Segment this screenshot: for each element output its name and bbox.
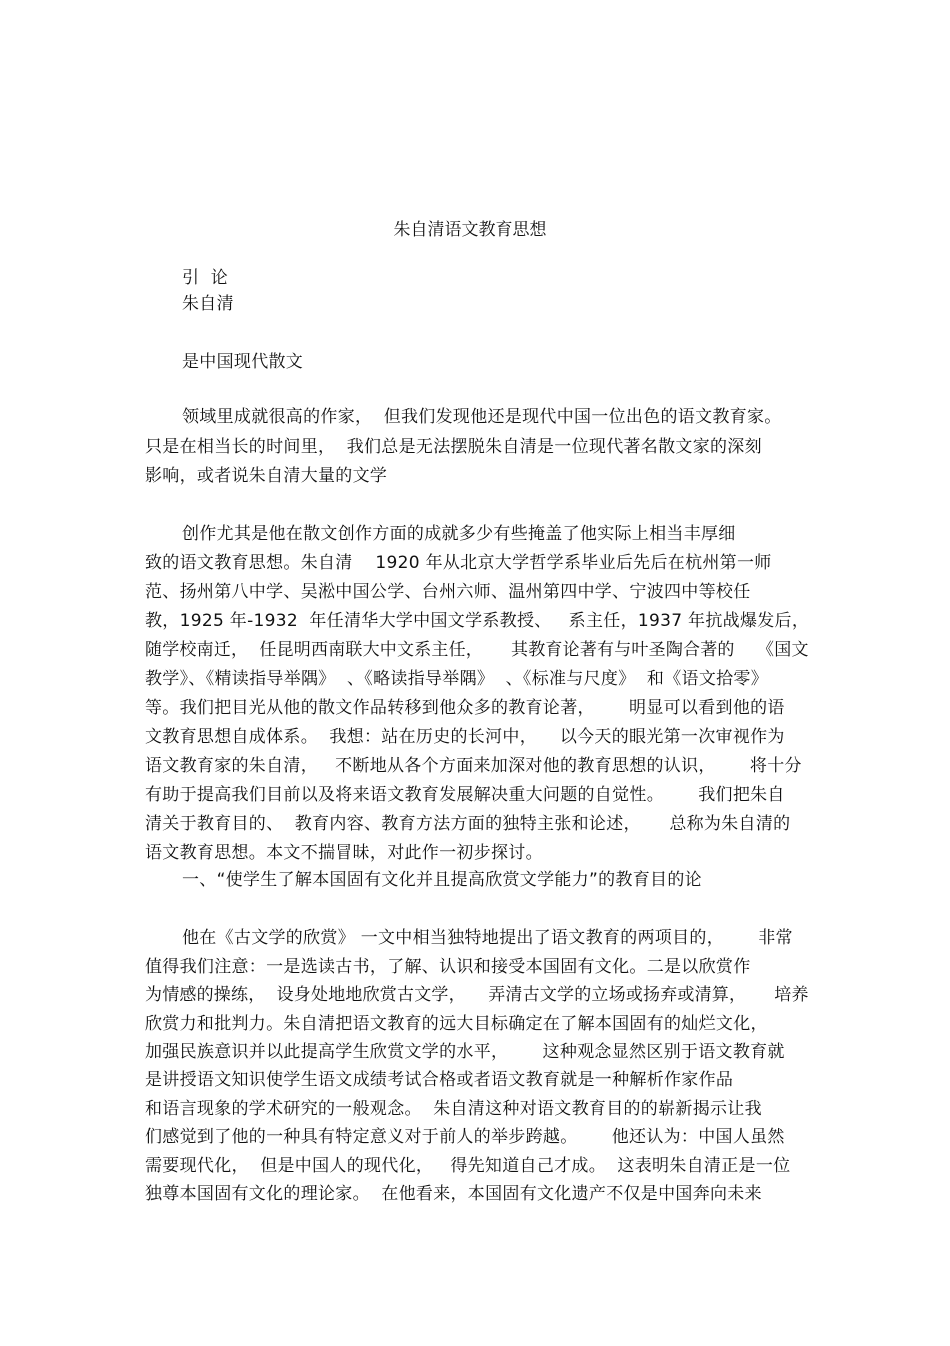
body-line: 清关于教育目的、 教育内容、教育方法方面的独特主张和论述， 总称为朱自清的	[145, 814, 791, 834]
section-heading-intro: 引 论	[182, 268, 229, 288]
body-line: 领域里成就很高的作家， 但我们发现他还是现代中国一位出色的语文教育家。	[182, 407, 782, 427]
section-heading-1: 一、“使学生了解本国固有文化并且提高欣赏文学能力”的教育目的论	[182, 870, 702, 890]
body-line: 影响，或者说朱自清大量的文学	[145, 466, 388, 486]
body-line: 随学校南迁， 任昆明西南联大中文系主任， 其教育论著有与叶圣陶合著的 《国文	[145, 640, 809, 660]
body-line: 欣赏力和批判力。朱自清把语文教育的远大目标确定在了解本国固有的灿烂文化，	[145, 1014, 768, 1034]
body-line: 们感觉到了他的一种具有特定意义对于前人的举步跨越。 他还认为：中国人虽然	[145, 1127, 785, 1147]
body-line: 只是在相当长的时间里， 我们总是无法摆脱朱自清是一位现代著名散文家的深刻	[145, 437, 762, 457]
body-line: 需要现代化， 但是中国人的现代化， 得先知道自己才成。 这表明朱自清正是一位	[145, 1156, 791, 1176]
body-line: 有助于提高我们目前以及将来语文教育发展解决重大问题的自觉性。 我们把朱自	[145, 785, 785, 805]
body-line: 教，1925 年-1932 年任清华大学中国文学系教授、 系主任，1937 年抗战爆发后，	[145, 611, 810, 631]
body-line: 加强民族意识并以此提高学生欣赏文学的水平， 这种观念显然区别于语文教育就	[145, 1042, 785, 1062]
body-line: 等。我们把目光从他的散文作品转移到他众多的教育论著， 明显可以看到他的语	[145, 698, 785, 718]
body-line: 他在《古文学的欣赏》 一文中相当独特地提出了语文教育的两项目的， 非常	[182, 928, 793, 948]
body-line: 范、扬州第八中学、吴淞中国公学、台州六师、温州第四中学、宁波四中等校任	[145, 582, 751, 602]
body-line: 独尊本国固有文化的理论家。 在他看来，本国固有文化遗产不仅是中国奔向未来	[145, 1184, 762, 1204]
body-line: 和语言现象的学术研究的一般观念。 朱自清这种对语文教育目的的崭新揭示让我	[145, 1099, 762, 1119]
body-line: 教学》、《精读指导举隅》 、《略读指导举隅》 、《标准与尺度》 和《语文拾零》	[145, 669, 769, 689]
body-line: 语文教育家的朱自清， 不断地从各个方面来加深对他的教育思想的认识， 将十分	[145, 756, 802, 776]
intro-phrase-line: 是中国现代散文	[182, 352, 304, 372]
body-line: 创作尤其是他在散文创作方面的成就多少有些掩盖了他实际上相当丰厚细	[182, 524, 736, 544]
body-line: 为情感的操练， 设身处地地欣赏古文学， 弄清古文学的立场或扬弃或清算， 培养	[145, 985, 809, 1005]
body-line: 是讲授语文知识使学生语文成绩考试合格或者语文教育就是一种解析作家作品	[145, 1070, 734, 1090]
author-name-line: 朱自清	[182, 294, 234, 314]
body-line: 语文教育思想。本文不揣冒昧，对此作一初步探讨。	[145, 843, 543, 863]
body-line: 文教育思想自成体系。 我想：站在历史的长河中， 以今天的眼光第一次审视作为	[145, 727, 785, 747]
body-line: 值得我们注意：一是选读古书，了解、认识和接受本国固有文化。二是以欣赏作	[145, 957, 751, 977]
body-line: 致的语文教育思想。朱自清 1920 年从北京大学哲学系毕业后先后在杭州第一师	[145, 553, 772, 573]
document-title: 朱自清语文教育思想	[393, 220, 547, 240]
